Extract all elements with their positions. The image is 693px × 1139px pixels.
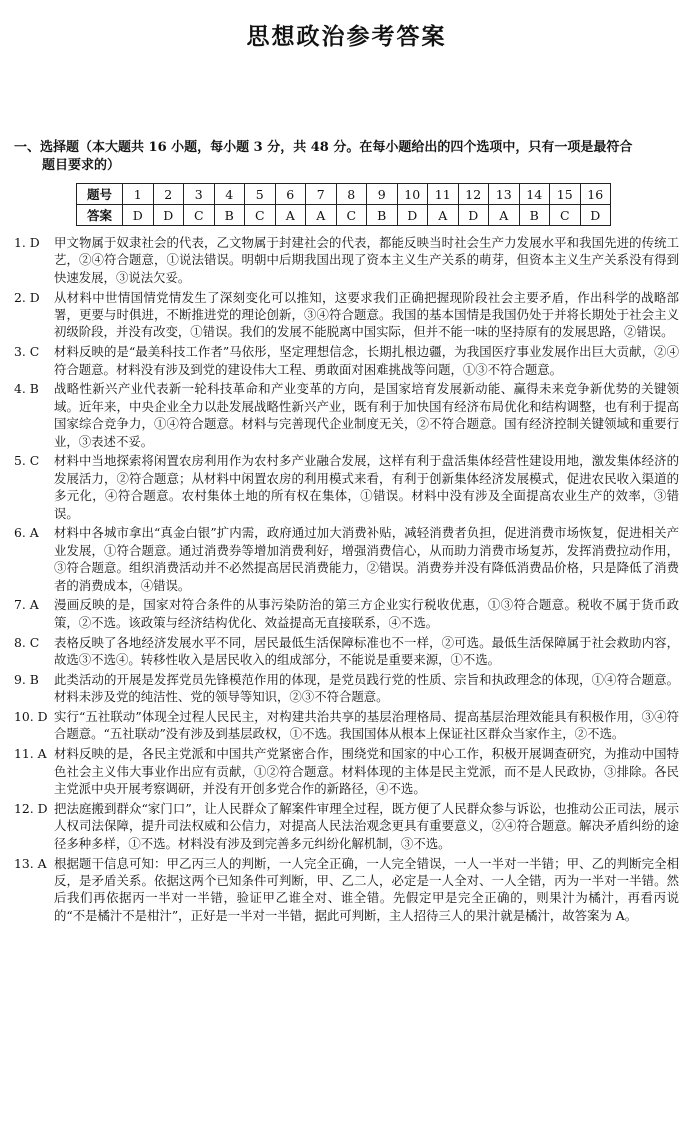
question-number: 7 [306,184,337,205]
explanation-item [14,343,679,378]
item-text: 战略性新兴产业代表新一轮科技革命和产业变革的方向，是国家培育发展新动能、赢得未来竞争新优势的关键领域。近年来，中央企业全力以赴发展战略性新兴产业，既有利于加快国有经济布局优化和结构调整，也有利于提高国家综合竞争力，①④符合题意。材料与完善现代企业制度无关，②不符合题意。国有经济控制关键领域和重要行业，③表述不妥。 [54,381,679,449]
item-number: 8. C [14,634,40,650]
answer-cell: B [367,205,398,226]
question-number-row [77,184,611,205]
question-number: 15 [550,184,581,205]
answer-cell: C [245,205,276,226]
item-number: 6. A [14,525,39,541]
item-number: 9. B [14,671,39,687]
explanation-item [14,380,679,450]
question-number: 14 [519,184,550,205]
answer-table [76,183,611,226]
item-text: 实行“五社联动”体现全过程人民民主，对构建共治共享的基层治理格局、提高基层治理效能具有积极作用，③④符合题意。“五社联动”没有涉及到基层政权，①不选。我国国体从根本上保证社区群众当家作主，②不选。 [54,709,679,742]
question-number: 9 [367,184,398,205]
answer-row [77,205,611,226]
item-number: 13. A [14,855,47,871]
section-heading-cont: 题目要求的） [42,158,121,173]
answer-cell: C [336,205,367,226]
row-label-answer: 答案 [77,205,123,226]
question-number: 6 [275,184,306,205]
item-number: 3. C [14,344,40,360]
answer-cell: D [458,205,489,226]
question-number: 12 [458,184,489,205]
answer-cell: A [489,205,520,226]
item-number: 7. A [14,597,39,613]
explanation-item [14,452,679,522]
section-heading [14,139,679,175]
item-number: 11. A [14,746,47,762]
answer-cell: B [214,205,245,226]
answer-cell: D [153,205,184,226]
item-number: 1. D [14,235,40,250]
answer-cell: A [306,205,337,226]
item-text: 材料反映的是，各民主党派和中国共产党紧密合作，围绕党和国家的中心工作，积极开展调查研究，为推动中国特色社会主义伟大事业作出应有贡献，①②符合题意。材料体现的主体是民主党派，而不是人民政协，③排除。各民主党派中央开展考察调研，并没有开创多党合作的新路径，④不选。 [54,746,679,797]
item-text: 此类活动的开展是发挥党员先锋模范作用的体现，是党员践行党的性质、宗旨和执政理念的体现，①④符合题意。材料未涉及党的纯洁性、党的领导等知识，②③不符合题意。 [54,671,679,705]
item-text: 把法庭搬到群众“家门口”，让人民群众了解案件审理全过程，既方便了人民群众参与诉讼，也推动公正司法，展示人权司法保障，提升司法权威和公信力，对提高人民法治观念更具有重要意义，②④符合题意。解决矛盾纠纷的途径多种多样，①不选。材料没有涉及到完善多元纠纷化解机制，③不选。 [54,800,679,851]
answer-cell: A [275,205,306,226]
answer-cell: C [184,205,215,226]
item-text: 材料中当地探索将闲置农房利用作为农村多产业融合发展，这样有利于盘活集体经营性建设用地，激发集体经济的发展活力，②符合题意；从材料中闲置农房的利用模式来看，有利于创新集体经济发展模式，促进农民收入渠道的多元化，④符合题意。农村集体土地的所有权在集体，①错误。材料中没有涉及全面提高农业生产的效率，③错误。 [54,453,679,521]
item-number: 12. D [14,800,48,816]
explanation-item [14,671,679,706]
item-text: 甲文物属于奴隶社会的代表，乙文物属于封建社会的代表，都能反映当时社会生产力发展水平和我国先进的传统工艺，②④符合题意，①说法错误。明朝中后期我国出现了资本主义生产关系的萌芽，但资本主义生产关系没有得到快速发展，③说法欠妥。 [54,235,679,285]
answer-cell: C [550,205,581,226]
item-text: 漫画反映的是，国家对符合条件的从事污染防治的第三方企业实行税收优惠，①③符合题意。税收不属于货币政策，②不选。该政策与经济结构优化、效益提高无直接联系，④不选。 [54,597,679,630]
item-number: 5. C [14,453,40,469]
section-heading-line: 一、选择题（本大题共 16 小题，每小题 3 分，共 48 分。在每小题给出的四个选项中，只有一项是最符合 [14,140,633,155]
item-text: 表格反映了各地经济发展水平不同，居民最低生活保障标准也不一样，②可选。最低生活保障属于社会救助内容，故选③不选④。转移性收入是居民收入的组成部分，不能说是重要来源，①不选。 [54,634,679,668]
question-number: 8 [336,184,367,205]
explanation-item [14,708,679,743]
question-number: 2 [153,184,184,205]
question-number: 11 [428,184,459,205]
explanation-item [14,800,679,852]
item-number: 2. D [14,289,40,305]
answer-cell: A [428,205,459,226]
item-text: 从材料中世情国情党情发生了深刻变化可以推知，这要求我们正确把握现阶段社会主要矛盾，作出科学的战略部署，更要与时俱进，不断推进党的理论创新，③④符合题意。我国的基本国情是我国仍处于并将长期处于社会主义初级阶段，并没有改变，①错误。我们的发展不能脱离中国实际，但并不能一味的坚持原有的发展思路，②错误。 [54,289,679,340]
row-label-number: 题号 [77,184,123,205]
explanation-item [14,745,679,797]
answer-cell: D [397,205,428,226]
item-text: 根据题干信息可知：甲乙丙三人的判断，一人完全正确，一人完全错误，一人一半对一半错；甲、乙的判断完全相反，是矛盾关系。依据这两个已知条件可判断，甲、乙二人，必定是一人全对、一人全错，丙为一半对一半错。然后我们再依据丙一半对一半错，验证甲乙谁全对、谁全错。先假定甲是完全正确的，则果汁为橘汁，再看丙说的“不是橘汁不是柑汁”，正好是一半对一半错，据此可判断，主人招待三人的果汁就是橘汁，故答案为 A。 [54,855,679,923]
answer-cell: B [519,205,550,226]
explanation-item [14,289,679,341]
question-number: 10 [397,184,428,205]
explanation-item [14,634,679,669]
item-text: 材料中各城市拿出“真金白银”扩内需，政府通过加大消费补贴，减轻消费者负担，促进消费市场恢复，促进相关产业发展，①符合题意。通过消费券等增加消费利好，增强消费信心，从而助力消费市场复苏，发挥消费拉动作用，③符合题意。组织消费活动并不必然提高居民消费能力，②错误。消费券并没有降低消费品价格，只是降低了消费者的消费成本，④错误。 [54,525,679,593]
explanation-item [14,855,679,925]
question-number: 1 [123,184,154,205]
question-number: 4 [214,184,245,205]
answer-cell: D [123,205,154,226]
item-number: 4. B [14,381,39,397]
answer-cell: D [580,205,611,226]
explanation-item [14,524,679,594]
question-number: 5 [245,184,276,205]
explanation-item [14,234,679,286]
item-number: 10. D [14,709,48,725]
explanation-item [14,596,679,631]
question-number: 3 [184,184,215,205]
item-text: 材料反映的是“最美科技工作者”马依彤，坚定理想信念，长期扎根边疆，为我国医疗事业发展作出巨大贡献，②④符合题意。材料没有涉及到党的建设伟大工程、勇敢面对困难挑战等问题，①③不符合题意。 [54,344,679,377]
question-number: 13 [489,184,520,205]
explanation-list [14,234,679,927]
question-number: 16 [580,184,611,205]
page-title: 思想政治参考答案 [246,23,447,50]
